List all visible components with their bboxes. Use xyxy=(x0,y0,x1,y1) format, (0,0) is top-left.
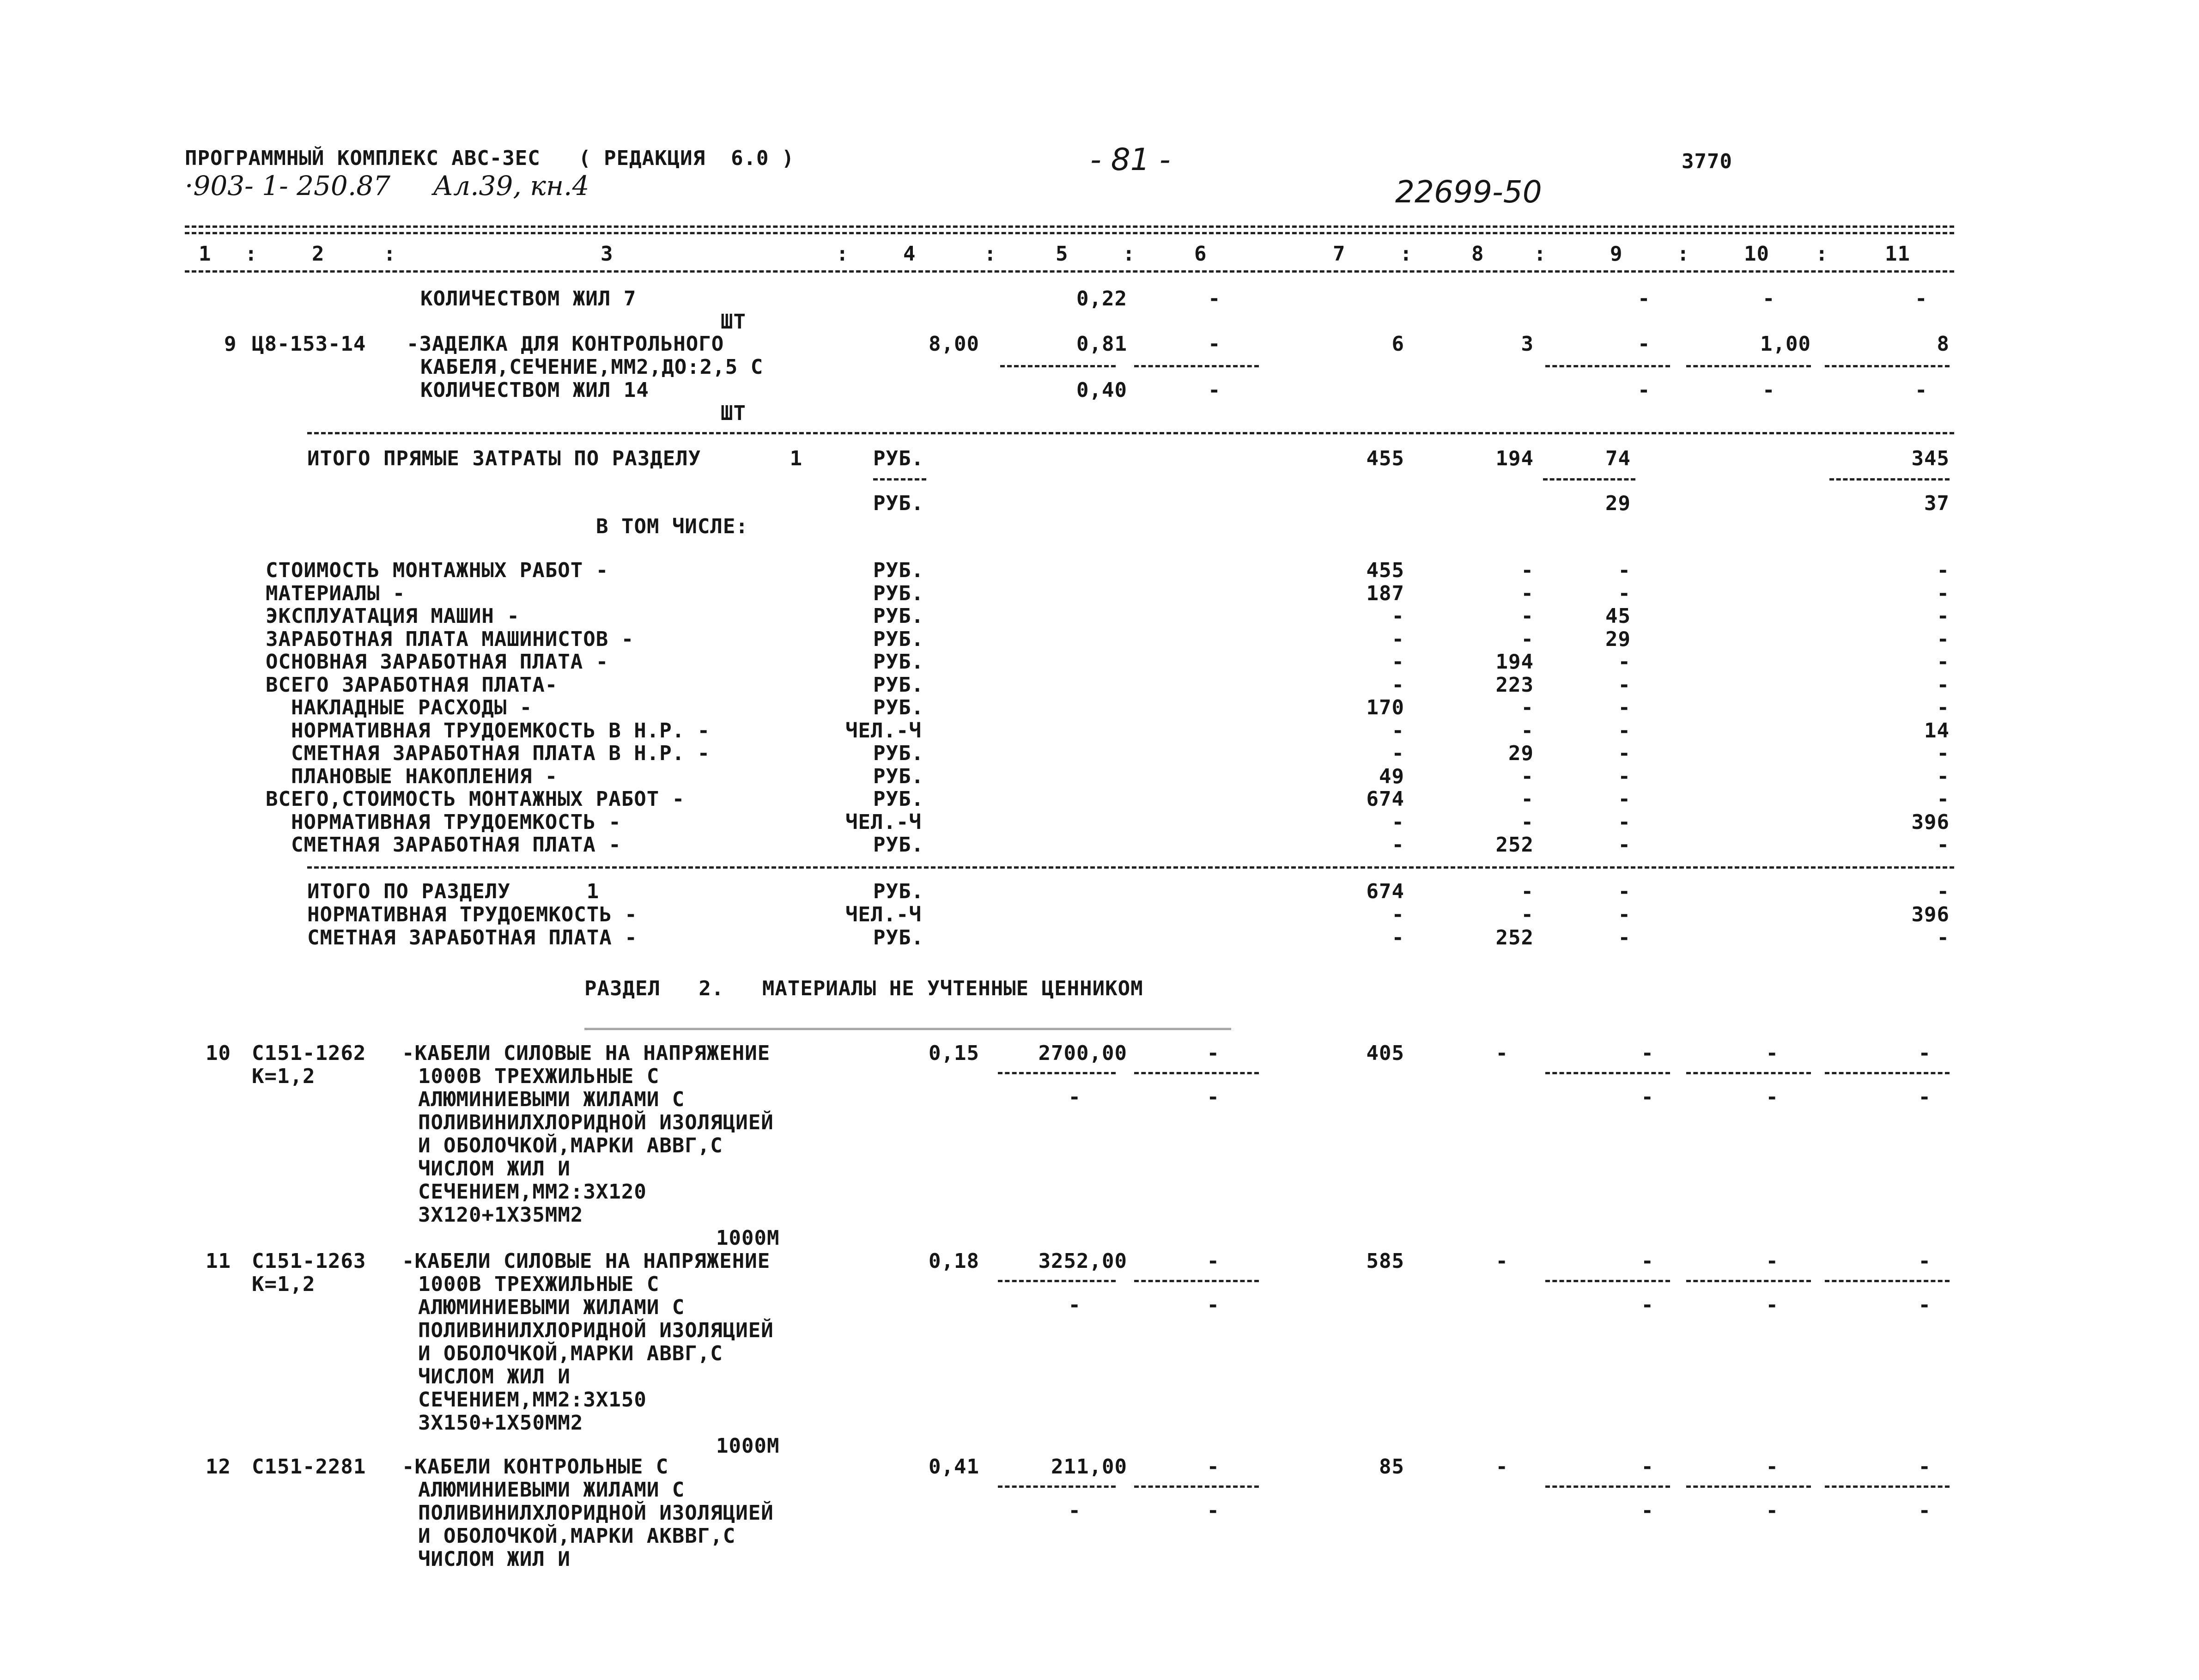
breakdown-label: СТОИМОСТЬ МОНТАЖНЫХ РАБОТ - xyxy=(266,559,609,582)
column-separator: : xyxy=(836,242,849,266)
item-coefficient: К=1,2 xyxy=(252,1065,316,1088)
breakdown-c9: - xyxy=(1618,696,1631,719)
item-unit: ШТ xyxy=(721,310,746,334)
breakdown-c7: - xyxy=(1391,742,1404,765)
item-text: ЧИСЛОМ ЖИЛ И xyxy=(418,1157,571,1181)
breakdown-unit: РУБ. xyxy=(873,627,924,651)
breakdown-c11: - xyxy=(1937,650,1950,674)
item-text: 3Х150+1Х50ММ2 xyxy=(418,1411,583,1435)
final-c9: - xyxy=(1618,880,1631,903)
divider xyxy=(185,270,1954,273)
item-text: КАБЕЛЯ,СЕЧЕНИЕ,ММ2,ДО:2,5 С xyxy=(420,355,764,379)
item-c5: 0,81 xyxy=(1076,332,1127,356)
subtotal-rule xyxy=(1000,365,1116,367)
item-c8: - xyxy=(1495,1249,1508,1273)
subtotal-rule xyxy=(1134,1485,1259,1488)
breakdown-c8: - xyxy=(1521,787,1534,811)
column-header-1: 1 xyxy=(199,242,212,266)
breakdown-unit: РУБ. xyxy=(873,742,924,765)
breakdown-c9: 45 xyxy=(1605,604,1631,628)
breakdown-c11: - xyxy=(1937,627,1950,651)
breakdown-unit: РУБ. xyxy=(873,604,924,628)
item-c9: - xyxy=(1641,1249,1654,1273)
breakdown-c9: - xyxy=(1618,582,1631,605)
item-text: ПОЛИВИНИЛХЛОРИДНОЙ ИЗОЛЯЦИЕЙ xyxy=(418,1319,774,1342)
breakdown-c11: - xyxy=(1937,559,1950,582)
column-header-5: 5 xyxy=(1056,242,1069,266)
item-c9-sub: - xyxy=(1641,1085,1654,1109)
breakdown-unit: РУБ. xyxy=(873,582,924,605)
breakdown-unit: ЧЕЛ.-Ч xyxy=(845,719,922,743)
item-c5: 0,22 xyxy=(1076,287,1127,310)
final-c7: - xyxy=(1391,926,1404,950)
breakdown-c7: 170 xyxy=(1366,696,1404,719)
subtotal-rule xyxy=(998,1485,1116,1488)
breakdown-c8: - xyxy=(1521,810,1534,834)
item-c10: - xyxy=(1766,1041,1779,1065)
column-separator: : xyxy=(1534,242,1547,266)
item-c9: - xyxy=(1641,1455,1654,1479)
item-c11: - xyxy=(1915,287,1928,310)
item-unit: ШТ xyxy=(721,402,746,425)
breakdown-c11: - xyxy=(1937,696,1950,719)
item-c8: 3 xyxy=(1521,332,1534,356)
item-code: С151-1262 xyxy=(252,1041,366,1065)
item-c5: 2700,00 xyxy=(1038,1041,1127,1065)
item-c6: - xyxy=(1208,332,1221,356)
item-text: И ОБОЛОЧКОЙ,МАРКИ АКВВГ,С xyxy=(418,1524,736,1548)
item-c8: - xyxy=(1495,1455,1508,1479)
subtotal-rule xyxy=(1686,365,1811,367)
item-text: КОЛИЧЕСТВОМ ЖИЛ 7 xyxy=(420,287,637,310)
section-total-c8: 194 xyxy=(1495,447,1534,470)
divider xyxy=(307,866,1954,869)
program-title: ПРОГРАММНЫЙ КОМПЛЕКС АВС-ЗЕС ( РЕДАКЦИЯ 6.0 ) xyxy=(185,146,795,170)
item-c9-sub: - xyxy=(1641,1293,1654,1317)
item-text: 3Х120+1Х35ММ2 xyxy=(418,1203,583,1227)
handwritten-reference: ·903- 1- 250.87 Ал.39, кн.4 xyxy=(185,170,589,201)
item-c6-sub: - xyxy=(1208,378,1221,402)
divider xyxy=(185,225,1954,228)
item-c9-sub: - xyxy=(1638,378,1651,402)
breakdown-c11: - xyxy=(1937,582,1950,605)
column-separator: : xyxy=(984,242,997,266)
final-unit: РУБ. xyxy=(873,880,924,903)
column-header-4: 4 xyxy=(903,242,916,266)
breakdown-c7: - xyxy=(1391,627,1404,651)
subtotal-rule xyxy=(1686,1485,1811,1488)
column-separator: : xyxy=(1400,242,1413,266)
section-total-unit: РУБ. xyxy=(873,447,924,470)
breakdown-label: НАКЛАДНЫЕ РАСХОДЫ - xyxy=(266,696,533,719)
item-c10-sub: - xyxy=(1766,1293,1779,1317)
breakdown-c9: - xyxy=(1618,650,1631,674)
breakdown-c11: 396 xyxy=(1911,810,1950,834)
final-c11: - xyxy=(1937,880,1950,903)
item-c10: 1,00 xyxy=(1760,332,1811,356)
breakdown-c8: - xyxy=(1521,582,1534,605)
page-number: - 81 - xyxy=(1090,142,1171,177)
breakdown-c9: 29 xyxy=(1605,627,1631,651)
item-text: АЛЮМИНИЕВЫМИ ЖИЛАМИ С xyxy=(418,1478,685,1502)
subtotal-rule xyxy=(998,1072,1116,1074)
breakdown-c7: - xyxy=(1391,719,1404,743)
item-text: СЕЧЕНИЕМ,ММ2:3Х150 xyxy=(418,1388,647,1412)
subtotal-rule xyxy=(1134,365,1259,367)
item-text: -КАБЕЛИ СИЛОВЫЕ НА НАПРЯЖЕНИЕ xyxy=(402,1041,771,1065)
item-number: 10 xyxy=(206,1041,231,1065)
subtotal-rule xyxy=(1545,1072,1670,1074)
item-c11: - xyxy=(1918,1455,1931,1479)
section-total-unit2: РУБ. xyxy=(873,492,924,515)
item-c11-sub: - xyxy=(1915,378,1928,402)
breakdown-c8: 194 xyxy=(1495,650,1534,674)
breakdown-label: ЗАРАБОТНАЯ ПЛАТА МАШИНИСТОВ - xyxy=(266,627,634,651)
breakdown-c11: - xyxy=(1937,833,1950,857)
breakdown-c8: - xyxy=(1521,604,1534,628)
breakdown-c11: - xyxy=(1937,742,1950,765)
item-c6: - xyxy=(1207,1041,1220,1065)
breakdown-c9: - xyxy=(1618,742,1631,765)
item-c7: 585 xyxy=(1366,1249,1404,1273)
breakdown-label: СМЕТНАЯ ЗАРАБОТНАЯ ПЛАТА В Н.Р. - xyxy=(266,742,711,765)
breakdown-c8: - xyxy=(1521,559,1534,582)
double-divider xyxy=(584,1028,1231,1030)
final-c7: 674 xyxy=(1366,880,1404,903)
breakdown-c7: - xyxy=(1391,833,1404,857)
subtotal-rule xyxy=(1134,1072,1259,1074)
breakdown-label: МАТЕРИАЛЫ - xyxy=(266,582,406,605)
subtotal-rule xyxy=(1825,1072,1950,1074)
breakdown-c9: - xyxy=(1618,673,1631,697)
breakdown-unit: РУБ. xyxy=(873,787,924,811)
breakdown-c9: - xyxy=(1618,833,1631,857)
breakdown-unit: РУБ. xyxy=(873,696,924,719)
item-c6-sub: - xyxy=(1207,1085,1220,1109)
item-text: КОЛИЧЕСТВОМ ЖИЛ 14 xyxy=(420,378,649,402)
breakdown-c7: 49 xyxy=(1379,765,1404,788)
item-c7: 85 xyxy=(1379,1455,1404,1479)
item-c10-sub: - xyxy=(1762,378,1775,402)
breakdown-c7: 187 xyxy=(1366,582,1404,605)
item-c5-sub: - xyxy=(1068,1293,1081,1317)
breakdown-label: НОРМАТИВНАЯ ТРУДОЕМКОСТЬ - xyxy=(266,810,621,834)
column-header-8: 8 xyxy=(1471,242,1484,266)
section-total-c11-sub: 37 xyxy=(1924,492,1950,515)
final-c11: - xyxy=(1937,926,1950,950)
final-unit: РУБ. xyxy=(873,926,924,950)
breakdown-unit: РУБ. xyxy=(873,559,924,582)
item-text: ЧИСЛОМ ЖИЛ И xyxy=(418,1547,571,1571)
column-header-3: 3 xyxy=(601,242,614,266)
breakdown-label: ЭКСПЛУАТАЦИЯ МАШИН - xyxy=(266,604,520,628)
item-text: -ЗАДЕЛКА ДЛЯ КОНТРОЛЬНОГО xyxy=(407,332,724,356)
subtotal-rule xyxy=(1545,1280,1670,1282)
item-c6: - xyxy=(1207,1249,1220,1273)
breakdown-label: НОРМАТИВНАЯ ТРУДОЕМКОСТЬ В Н.Р. - xyxy=(266,719,711,743)
item-c11: - xyxy=(1918,1041,1931,1065)
subtotal-rule xyxy=(1829,478,1950,481)
item-coefficient: К=1,2 xyxy=(252,1272,316,1296)
item-c8: - xyxy=(1495,1041,1508,1065)
final-label: СМЕТНАЯ ЗАРАБОТНАЯ ПЛАТА - xyxy=(307,926,638,950)
final-c7: - xyxy=(1391,903,1404,926)
final-c8: - xyxy=(1521,880,1534,903)
subtotal-rule xyxy=(1825,1485,1950,1488)
item-code: Ц8-153-14 xyxy=(252,332,366,356)
breakdown-c8: - xyxy=(1521,696,1534,719)
item-c7: 6 xyxy=(1391,332,1404,356)
item-c9: - xyxy=(1638,332,1651,356)
final-c11: 396 xyxy=(1911,903,1950,926)
breakdown-c7: - xyxy=(1391,810,1404,834)
breakdown-unit: РУБ. xyxy=(873,673,924,697)
column-header-10: 10 xyxy=(1744,242,1769,266)
subtotal-rule xyxy=(1545,1485,1670,1488)
item-text: СЕЧЕНИЕМ,ММ2:3Х120 xyxy=(418,1180,647,1204)
section-total-c9-sub: 29 xyxy=(1605,492,1631,515)
breakdown-c9: - xyxy=(1618,719,1631,743)
section-total-label: ИТОГО ПРЯМЫЕ ЗАТРАТЫ ПО РАЗДЕЛУ 1 xyxy=(307,447,803,470)
column-header-6: 6 xyxy=(1194,242,1207,266)
breakdown-c11: - xyxy=(1937,787,1950,811)
subtotal-rule xyxy=(1545,365,1670,367)
divider xyxy=(307,432,1954,434)
breakdown-label: ПЛАНОВЫЕ НАКОПЛЕНИЯ - xyxy=(266,765,558,788)
item-text: ПОЛИВИНИЛХЛОРИДНОЙ ИЗОЛЯЦИЕЙ xyxy=(418,1111,774,1134)
breakdown-c11: - xyxy=(1937,673,1950,697)
final-c9: - xyxy=(1618,926,1631,950)
column-header-9: 9 xyxy=(1610,242,1623,266)
breakdown-c8: - xyxy=(1521,765,1534,788)
breakdown-c9: - xyxy=(1618,559,1631,582)
item-c4: 0,18 xyxy=(929,1249,979,1273)
section-total-c11: 345 xyxy=(1911,447,1950,470)
subtotal-rule xyxy=(1686,1072,1811,1074)
final-c8: - xyxy=(1521,903,1534,926)
item-c4: 0,41 xyxy=(929,1455,979,1479)
item-text: И ОБОЛОЧКОЙ,МАРКИ АВВГ,С xyxy=(418,1342,723,1365)
item-c5: 211,00 xyxy=(1051,1455,1127,1479)
column-separator: : xyxy=(245,242,258,266)
final-c9: - xyxy=(1618,903,1631,926)
breakdown-label: СМЕТНАЯ ЗАРАБОТНАЯ ПЛАТА - xyxy=(266,833,621,857)
breakdown-c7: 674 xyxy=(1366,787,1404,811)
breakdown-c7: - xyxy=(1391,673,1404,697)
item-c4: 8,00 xyxy=(929,332,979,356)
final-unit: ЧЕЛ.-Ч xyxy=(845,903,922,926)
column-separator: : xyxy=(383,242,396,266)
subtotal-rule xyxy=(1825,1280,1950,1282)
column-separator: : xyxy=(1123,242,1136,266)
item-c9: - xyxy=(1638,287,1651,310)
breakdown-c8: - xyxy=(1521,627,1534,651)
section-total-c7: 455 xyxy=(1366,447,1404,470)
column-separator: : xyxy=(1677,242,1690,266)
subtotal-rule xyxy=(1543,478,1635,481)
breakdown-label: ВСЕГО ЗАРАБОТНАЯ ПЛАТА- xyxy=(266,673,558,697)
item-c5: 3252,00 xyxy=(1038,1249,1127,1273)
subtotal-rule xyxy=(1686,1280,1811,1282)
item-text: АЛЮМИНИЕВЫМИ ЖИЛАМИ С xyxy=(418,1088,685,1111)
breakdown-c9: - xyxy=(1618,787,1631,811)
breakdown-unit: РУБ. xyxy=(873,833,924,857)
subtotal-rule xyxy=(873,478,926,481)
breakdown-unit: ЧЕЛ.-Ч xyxy=(845,810,922,834)
item-c11-sub: - xyxy=(1918,1085,1931,1109)
breakdown-c8: 223 xyxy=(1495,673,1534,697)
breakdown-c7: - xyxy=(1391,650,1404,674)
breakdown-c9: - xyxy=(1618,765,1631,788)
breakdown-c8: - xyxy=(1521,719,1534,743)
subtotal-rule xyxy=(1134,1280,1259,1282)
breakdown-c11: 14 xyxy=(1924,719,1950,743)
including-heading: В ТОМ ЧИСЛЕ: xyxy=(596,515,748,538)
subtotal-rule xyxy=(1825,365,1950,367)
item-number: 9 xyxy=(224,332,237,356)
item-c6: - xyxy=(1207,1455,1220,1479)
breakdown-c8: 252 xyxy=(1495,833,1534,857)
item-c10: - xyxy=(1762,287,1775,310)
item-c11: - xyxy=(1918,1249,1931,1273)
section-2-title: РАЗДЕЛ 2. МАТЕРИАЛЫ НЕ УЧТЕННЫЕ ЦЕННИКОМ xyxy=(584,977,1143,1000)
item-number: 12 xyxy=(206,1455,231,1479)
item-c7: 405 xyxy=(1366,1041,1404,1065)
item-c6-sub: - xyxy=(1207,1293,1220,1317)
item-code: С151-1263 xyxy=(252,1249,366,1273)
final-c8: 252 xyxy=(1495,926,1534,950)
header-code: 3770 xyxy=(1682,150,1732,173)
item-c10-sub: - xyxy=(1766,1499,1779,1522)
breakdown-unit: РУБ. xyxy=(873,765,924,788)
breakdown-c8: 29 xyxy=(1508,742,1534,765)
item-c5-sub: 0,40 xyxy=(1076,378,1127,402)
item-c5-sub: - xyxy=(1068,1085,1081,1109)
final-label: НОРМАТИВНАЯ ТРУДОЕМКОСТЬ - xyxy=(307,903,638,926)
breakdown-c11: - xyxy=(1937,604,1950,628)
item-c11: 8 xyxy=(1937,332,1950,356)
column-header-7: 7 xyxy=(1333,242,1346,266)
breakdown-c7: 455 xyxy=(1366,559,1404,582)
breakdown-c11: - xyxy=(1937,765,1950,788)
item-c9-sub: - xyxy=(1641,1499,1654,1522)
item-c10-sub: - xyxy=(1766,1085,1779,1109)
column-separator: : xyxy=(1816,242,1828,266)
item-c4: 0,15 xyxy=(929,1041,979,1065)
breakdown-label: ВСЕГО,СТОИМОСТЬ МОНТАЖНЫХ РАБОТ - xyxy=(266,787,685,811)
item-text: ЧИСЛОМ ЖИЛ И xyxy=(418,1365,571,1388)
column-header-11: 11 xyxy=(1885,242,1910,266)
item-text: АЛЮМИНИЕВЫМИ ЖИЛАМИ С xyxy=(418,1296,685,1319)
item-text: И ОБОЛОЧКОЙ,МАРКИ АВВГ,С xyxy=(418,1134,723,1157)
item-number: 11 xyxy=(206,1249,231,1273)
item-text: -КАБЕЛИ СИЛОВЫЕ НА НАПРЯЖЕНИЕ xyxy=(402,1249,771,1273)
breakdown-unit: РУБ. xyxy=(873,650,924,674)
item-c10: - xyxy=(1766,1455,1779,1479)
item-text: 1000В ТРЕХЖИЛЬНЫЕ С xyxy=(418,1272,660,1296)
section-total-c9: 74 xyxy=(1605,447,1631,470)
item-unit: 1000М xyxy=(716,1226,780,1250)
subtotal-rule xyxy=(998,1280,1116,1282)
column-header-2: 2 xyxy=(312,242,325,266)
document-number: 22699-50 xyxy=(1395,174,1542,210)
item-c6: - xyxy=(1208,287,1221,310)
item-c10: - xyxy=(1766,1249,1779,1273)
item-c11-sub: - xyxy=(1918,1499,1931,1522)
item-c11-sub: - xyxy=(1918,1293,1931,1317)
item-unit: 1000М xyxy=(716,1434,780,1458)
item-text: ПОЛИВИНИЛХЛОРИДНОЙ ИЗОЛЯЦИЕЙ xyxy=(418,1501,774,1525)
final-label: ИТОГО ПО РАЗДЕЛУ 1 xyxy=(307,880,600,903)
divider xyxy=(185,232,1954,234)
item-c5-sub: - xyxy=(1068,1499,1081,1522)
breakdown-label: ОСНОВНАЯ ЗАРАБОТНАЯ ПЛАТА - xyxy=(266,650,609,674)
item-text: 1000В ТРЕХЖИЛЬНЫЕ С xyxy=(418,1065,660,1088)
item-c6-sub: - xyxy=(1207,1499,1220,1522)
breakdown-c7: - xyxy=(1391,604,1404,628)
item-code: С151-2281 xyxy=(252,1455,366,1479)
breakdown-c9: - xyxy=(1618,810,1631,834)
item-c9: - xyxy=(1641,1041,1654,1065)
item-text: -КАБЕЛИ КОНТРОЛЬНЫЕ С xyxy=(402,1455,669,1479)
